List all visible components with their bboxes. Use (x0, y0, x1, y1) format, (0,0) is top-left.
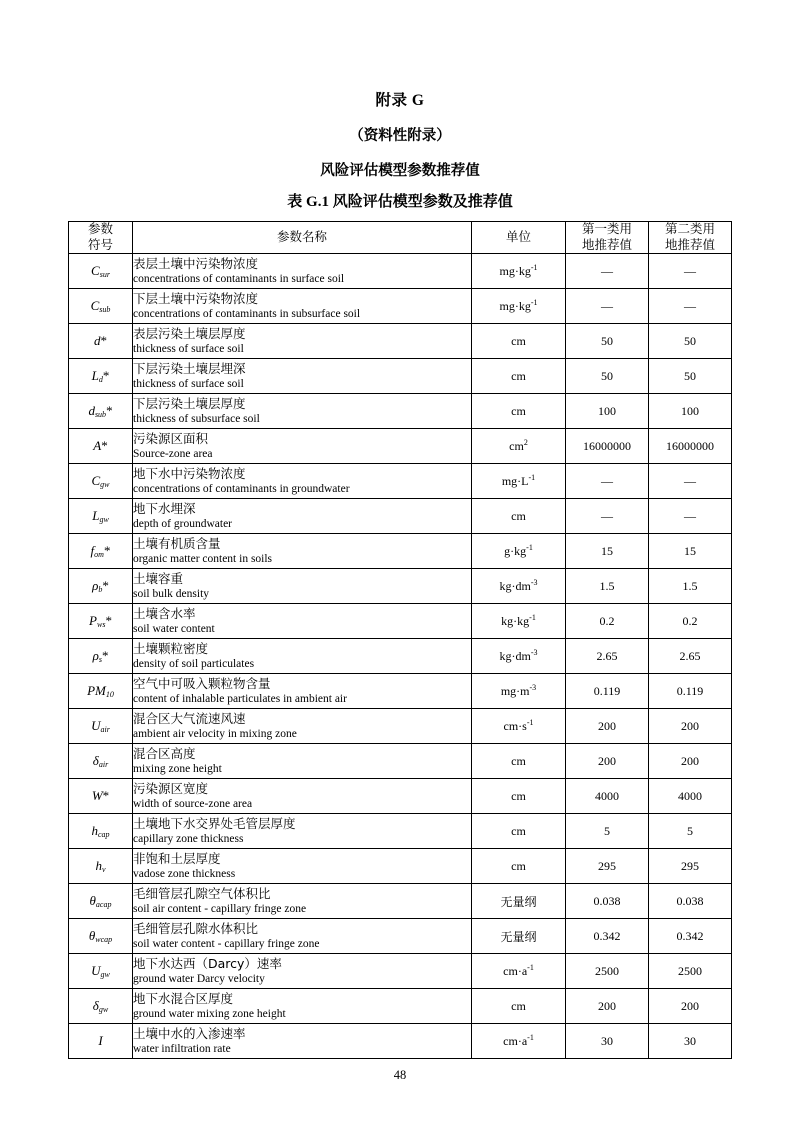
parameter-name (133, 429, 472, 464)
parameter-name (133, 394, 472, 429)
parameter-value-class1: 100 (566, 394, 649, 429)
parameter-name-en: density of soil particulates (133, 657, 255, 670)
parameter-name-zh: 土壤容重 (133, 570, 184, 586)
parameters-table (68, 221, 732, 1059)
parameter-name-zh: 混合区大气流速风速 (133, 710, 246, 726)
parameter-value-class1: — (566, 289, 649, 324)
header-symbol-line2: 符号 (87, 237, 113, 252)
parameter-name (133, 779, 472, 814)
parameter-value-class2: 100 (649, 394, 732, 429)
header-symbol (69, 222, 133, 254)
parameter-name-en: vadose zone thickness (133, 867, 236, 880)
parameter-value-class2: 200 (649, 744, 732, 779)
table-row (69, 989, 732, 1024)
page-number: 48 (393, 1068, 407, 1082)
parameter-name (133, 989, 472, 1024)
parameter-name-en: soil water content - capillary fringe zone (133, 937, 320, 950)
parameter-name-zh: 表层土壤中污染物浓度 (133, 255, 259, 271)
parameter-name-zh: 土壤含水率 (133, 605, 196, 621)
parameter-name-zh: 下层污染土壤层厚度 (133, 395, 246, 411)
parameter-value-class2: 30 (649, 1024, 732, 1059)
parameter-value-class1: 16000000 (566, 429, 649, 464)
parameter-symbol: $\rho_s*$ (69, 639, 133, 674)
parameter-value-class2: 2500 (649, 954, 732, 989)
parameter-name-zh: 毛细管层孔隙空气体积比 (133, 885, 271, 901)
header-value1 (566, 222, 649, 254)
parameter-name-zh: 表层污染土壤层厚度 (133, 325, 246, 341)
table-row (69, 499, 732, 534)
parameter-value-class2: — (649, 499, 732, 534)
table-caption: 表 G.1 风险评估模型参数及推荐值 (287, 194, 513, 210)
parameter-name-en: organic matter content in soils (133, 552, 273, 565)
parameter-value-class1: 200 (566, 744, 649, 779)
parameter-value-class2: 295 (649, 849, 732, 884)
parameter-name-en: depth of groundwater (133, 517, 232, 530)
parameter-symbol: $P_{ws}*$ (69, 604, 133, 639)
parameter-name-en: ambient air velocity in mixing zone (133, 727, 297, 740)
parameter-unit: $cm\cdot s^{-1}$ (472, 709, 566, 744)
parameter-symbol: I (69, 1024, 133, 1059)
parameter-unit: 无量纲 (472, 919, 566, 954)
table-row (69, 954, 732, 989)
parameter-name-zh: 土壤中水的入渗速率 (133, 1025, 246, 1041)
header-value1-line1: 第一类用 (581, 222, 632, 236)
parameter-symbol: $U_{gw}$ (69, 954, 133, 989)
table-row (69, 814, 732, 849)
parameter-name-zh: 地下水混合区厚度 (133, 990, 234, 1006)
header-name: 参数名称 (133, 222, 472, 254)
parameter-name-zh: 毛细管层孔隙水体积比 (133, 920, 259, 936)
parameter-value-class1: 30 (566, 1024, 649, 1059)
parameter-symbol: $h_{cap}$ (69, 814, 133, 849)
parameter-unit: cm (472, 849, 566, 884)
parameter-symbol: d* (69, 324, 133, 359)
parameter-name (133, 569, 472, 604)
parameter-name-zh: 土壤地下水交界处毛管层厚度 (133, 815, 296, 831)
parameter-value-class1: — (566, 499, 649, 534)
parameter-name (133, 919, 472, 954)
parameter-unit: $g\cdot kg^{-1}$ (472, 534, 566, 569)
parameter-name-zh: 下层土壤中污染物浓度 (133, 290, 259, 306)
parameter-unit: $mg\cdot kg^{-1}$ (472, 254, 566, 289)
parameter-value-class1: 5 (566, 814, 649, 849)
parameter-value-class1: — (566, 254, 649, 289)
parameter-name (133, 499, 472, 534)
table-row (69, 464, 732, 499)
table-row (69, 709, 732, 744)
parameter-name-zh: 土壤有机质含量 (133, 535, 221, 551)
parameter-value-class1: 0.2 (566, 604, 649, 639)
parameter-name (133, 1024, 472, 1059)
parameter-name-zh: 下层污染土壤层埋深 (133, 360, 246, 376)
parameter-value-class1: — (566, 464, 649, 499)
parameter-value-class2: 0.2 (649, 604, 732, 639)
parameter-value-class2: 50 (649, 324, 732, 359)
table-row (69, 394, 732, 429)
parameter-name (133, 359, 472, 394)
table-header-row (69, 222, 732, 254)
parameter-name-en: soil bulk density (133, 587, 210, 600)
parameter-name (133, 534, 472, 569)
appendix-type: （资料性附录） (349, 128, 451, 144)
parameter-symbol: $C_{sub}$ (69, 289, 133, 324)
table-header (69, 222, 732, 254)
parameter-name-en: concentrations of contaminants in groundwater (133, 482, 350, 495)
parameter-symbol: $C_{sur}$ (69, 254, 133, 289)
parameter-name-zh: 地下水中污染物浓度 (133, 465, 246, 481)
parameter-name-en: concentrations of contaminants in subsurface soil (133, 307, 361, 320)
appendix-title: 附录 G (375, 92, 425, 109)
parameter-name-en: ground water Darcy velocity (133, 972, 265, 985)
parameter-value-class2: 200 (649, 989, 732, 1024)
parameter-value-class2: 200 (649, 709, 732, 744)
parameter-value-class1: 0.342 (566, 919, 649, 954)
parameter-value-class1: 200 (566, 709, 649, 744)
table-row (69, 324, 732, 359)
parameter-unit: $kg\cdot kg^{-1}$ (472, 604, 566, 639)
parameter-name-zh: 污染源区宽度 (133, 780, 209, 796)
parameter-name-en: water infiltration rate (133, 1042, 231, 1055)
parameter-unit: cm (472, 989, 566, 1024)
parameter-value-class2: 15 (649, 534, 732, 569)
parameter-symbol: A* (69, 429, 133, 464)
parameter-symbol: $\delta_{gw}$ (69, 989, 133, 1024)
parameter-value-class2: 0.342 (649, 919, 732, 954)
parameter-name-zh: 地下水达西（Darcy）速率 (133, 955, 282, 971)
parameter-value-class1: 2500 (566, 954, 649, 989)
parameter-name-en: thickness of surface soil (133, 377, 244, 390)
parameter-name (133, 849, 472, 884)
table-row (69, 359, 732, 394)
parameter-name (133, 814, 472, 849)
table-row (69, 1024, 732, 1059)
parameter-name-en: thickness of surface soil (133, 342, 244, 355)
parameter-name-zh: 地下水埋深 (133, 500, 196, 516)
parameter-value-class1: 200 (566, 989, 649, 1024)
parameter-value-class2: — (649, 254, 732, 289)
parameter-value-class2: 0.119 (649, 674, 732, 709)
parameter-unit: $mg\cdot kg^{-1}$ (472, 289, 566, 324)
parameter-unit: $cm^2$ (472, 429, 566, 464)
table-row (69, 289, 732, 324)
parameter-name (133, 254, 472, 289)
parameter-name (133, 744, 472, 779)
table-row (69, 254, 732, 289)
parameter-symbol: $C_{gw}$ (69, 464, 133, 499)
parameter-name-en: ground water mixing zone height (133, 1007, 286, 1020)
parameter-name-en: soil water content (133, 622, 215, 635)
parameter-name-zh: 非饱和土层厚度 (133, 850, 221, 866)
table-row (69, 534, 732, 569)
parameter-name (133, 639, 472, 674)
table-row (69, 569, 732, 604)
parameter-value-class2: 0.038 (649, 884, 732, 919)
parameter-symbol: $U_{air}$ (69, 709, 133, 744)
header-unit: 单位 (472, 222, 566, 254)
parameter-value-class1: 15 (566, 534, 649, 569)
parameter-name-en: concentrations of contaminants in surface soil (133, 272, 345, 285)
parameter-name-en: mixing zone height (133, 762, 222, 775)
header-symbol-line1: 参数 (87, 222, 113, 236)
parameter-unit: cm (472, 744, 566, 779)
table-row (69, 429, 732, 464)
table-row (69, 849, 732, 884)
parameter-value-class1: 4000 (566, 779, 649, 814)
parameter-name (133, 289, 472, 324)
parameter-value-class2: 1.5 (649, 569, 732, 604)
table-row (69, 884, 732, 919)
table-row (69, 744, 732, 779)
parameter-value-class2: 16000000 (649, 429, 732, 464)
parameter-symbol: $\rho_b*$ (69, 569, 133, 604)
parameter-unit: cm (472, 814, 566, 849)
parameter-value-class1: 50 (566, 359, 649, 394)
parameter-name (133, 674, 472, 709)
parameter-symbol: W* (69, 779, 133, 814)
header-value2-line1: 第二类用 (664, 222, 715, 236)
table-row (69, 674, 732, 709)
parameter-unit: $kg\cdot dm^{-3}$ (472, 639, 566, 674)
parameter-unit: $kg\cdot dm^{-3}$ (472, 569, 566, 604)
parameter-symbol: $\theta_{acap}$ (69, 884, 133, 919)
table-row (69, 779, 732, 814)
appendix-subject: 风险评估模型参数推荐值 (320, 163, 480, 179)
parameter-name-zh: 混合区高度 (133, 745, 196, 761)
parameter-value-class1: 0.119 (566, 674, 649, 709)
parameter-unit: cm (472, 779, 566, 814)
parameter-value-class1: 0.038 (566, 884, 649, 919)
parameter-symbol: $f_{om}*$ (69, 534, 133, 569)
parameter-name-en: soil air content - capillary fringe zone (133, 902, 307, 915)
parameter-name-en: Source-zone area (133, 447, 213, 460)
parameter-value-class1: 1.5 (566, 569, 649, 604)
parameter-symbol: $L_d*$ (69, 359, 133, 394)
parameter-unit: cm (472, 359, 566, 394)
parameter-name (133, 324, 472, 359)
parameter-value-class2: 4000 (649, 779, 732, 814)
parameter-name-zh: 空气中可吸入颗粒物含量 (133, 675, 271, 691)
parameter-unit: cm (472, 499, 566, 534)
parameter-name-zh: 污染源区面积 (133, 430, 209, 446)
parameter-unit: 无量纲 (472, 884, 566, 919)
table-row (69, 919, 732, 954)
parameter-name (133, 709, 472, 744)
parameter-name-en: content of inhalable particulates in ambient air (133, 692, 347, 705)
parameter-name-en: width of source-zone area (133, 797, 253, 810)
parameter-unit: $cm\cdot a^{-1}$ (472, 1024, 566, 1059)
parameter-symbol: $d_{sub}*$ (69, 394, 133, 429)
header-value2-line2: 地推荐值 (664, 237, 715, 252)
header-value2 (649, 222, 732, 254)
parameter-unit: $cm\cdot a^{-1}$ (472, 954, 566, 989)
parameter-name (133, 604, 472, 639)
parameter-value-class1: 2.65 (566, 639, 649, 674)
parameter-value-class2: — (649, 464, 732, 499)
parameter-value-class1: 50 (566, 324, 649, 359)
parameter-symbol: $PM_{10}$ (69, 674, 133, 709)
parameter-name-en: thickness of subsurface soil (133, 412, 260, 425)
parameter-name (133, 464, 472, 499)
parameter-unit: $mg\cdot L^{-1}$ (472, 464, 566, 499)
parameter-value-class2: — (649, 289, 732, 324)
parameter-unit: cm (472, 394, 566, 429)
parameter-name (133, 954, 472, 989)
header-value1-line2: 地推荐值 (581, 237, 632, 252)
parameter-unit: $mg\cdot m^{-3}$ (472, 674, 566, 709)
parameter-name-en: capillary zone thickness (133, 832, 244, 845)
parameter-value-class2: 50 (649, 359, 732, 394)
table-body (69, 254, 732, 1059)
parameter-symbol: $\delta_{air}$ (69, 744, 133, 779)
parameter-value-class2: 2.65 (649, 639, 732, 674)
parameter-symbol: $\theta_{wcap}$ (69, 919, 133, 954)
table-row (69, 604, 732, 639)
parameter-name (133, 884, 472, 919)
parameter-symbol: $L_{gw}$ (69, 499, 133, 534)
parameter-unit: cm (472, 324, 566, 359)
parameter-symbol: $h_v$ (69, 849, 133, 884)
parameter-value-class1: 295 (566, 849, 649, 884)
parameter-value-class2: 5 (649, 814, 732, 849)
table-row (69, 639, 732, 674)
parameter-name-zh: 土壤颗粒密度 (133, 640, 209, 656)
